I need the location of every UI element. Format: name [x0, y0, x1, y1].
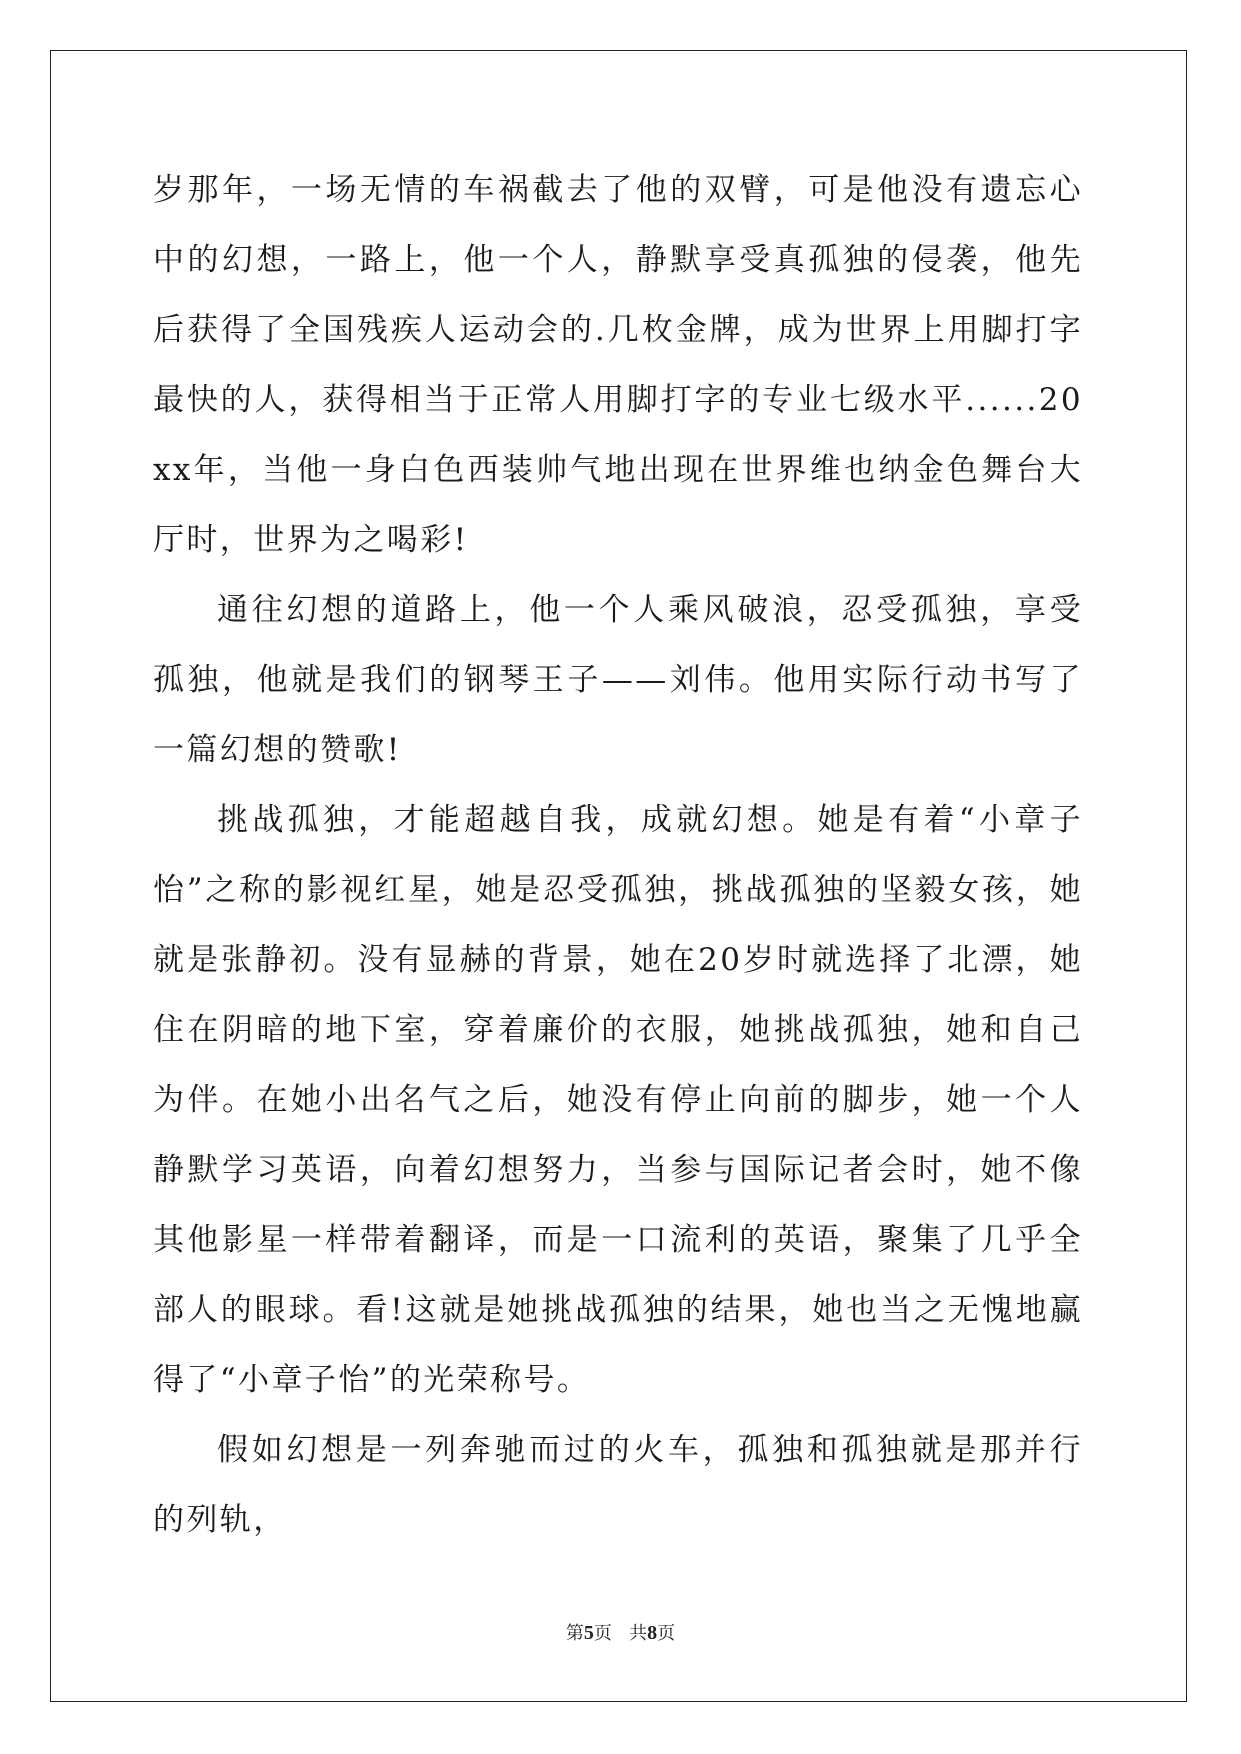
footer-prefix: 第 — [565, 1623, 584, 1644]
footer-total-prefix: 共 — [629, 1623, 648, 1644]
footer-page-suffix: 页 — [593, 1623, 612, 1644]
total-pages-number: 8 — [647, 1622, 658, 1644]
page-footer — [0, 1619, 1241, 1645]
document-body — [153, 155, 1083, 1555]
paragraph-4: 假如幻想是一列奔驰而过的火车，孤独和孤独就是那并行的列轨， — [153, 1432, 1083, 1538]
paragraph-3: 挑战孤独，才能超越自我，成就幻想。她是有着“小章子怡”之称的影视红星，她是忍受孤独，挑战孤独的坚毅女孩，她就是张静初。没有显赫的背景，她在20岁时就选择了北漂，她住在阴暗的地下室，穿着廉价的衣服，她挑战孤独，她和自己为伴。在她小出名气之后，她没有停止向前的脚步，她一个人静默学习英语，向着幻想努力，当参与国际记者会时，她不像其他影星一样带着翻译，而是一口流利的英语，聚集了几乎全部人的眼球。看!这就是她挑战孤独的结果，她也当之无愧地赢得了“小章子怡”的光荣称号。 — [153, 802, 1083, 1398]
current-page-number: 5 — [583, 1622, 594, 1644]
paragraph-2: 通往幻想的道路上，他一个人乘风破浪，忍受孤独，享受孤独，他就是我们的钢琴王子——刘伟。他用实际行动书写了一篇幻想的赞歌! — [153, 592, 1083, 768]
footer-total-suffix: 页 — [657, 1623, 676, 1644]
paragraph-1: 岁那年，一场无情的车祸截去了他的双臂，可是他没有遗忘心中的幻想，一路上，他一个人，静默享受真孤独的侵袭，他先后获得了全国残疾人运动会的.几枚金牌，成为世界上用脚打字最快的人，获得相当于正常人用脚打字的专业七级水平......20xx年，当他一身白色西装帅气地出现在世界维也纳金色舞台大厅时，世界为之喝彩! — [153, 172, 1083, 558]
